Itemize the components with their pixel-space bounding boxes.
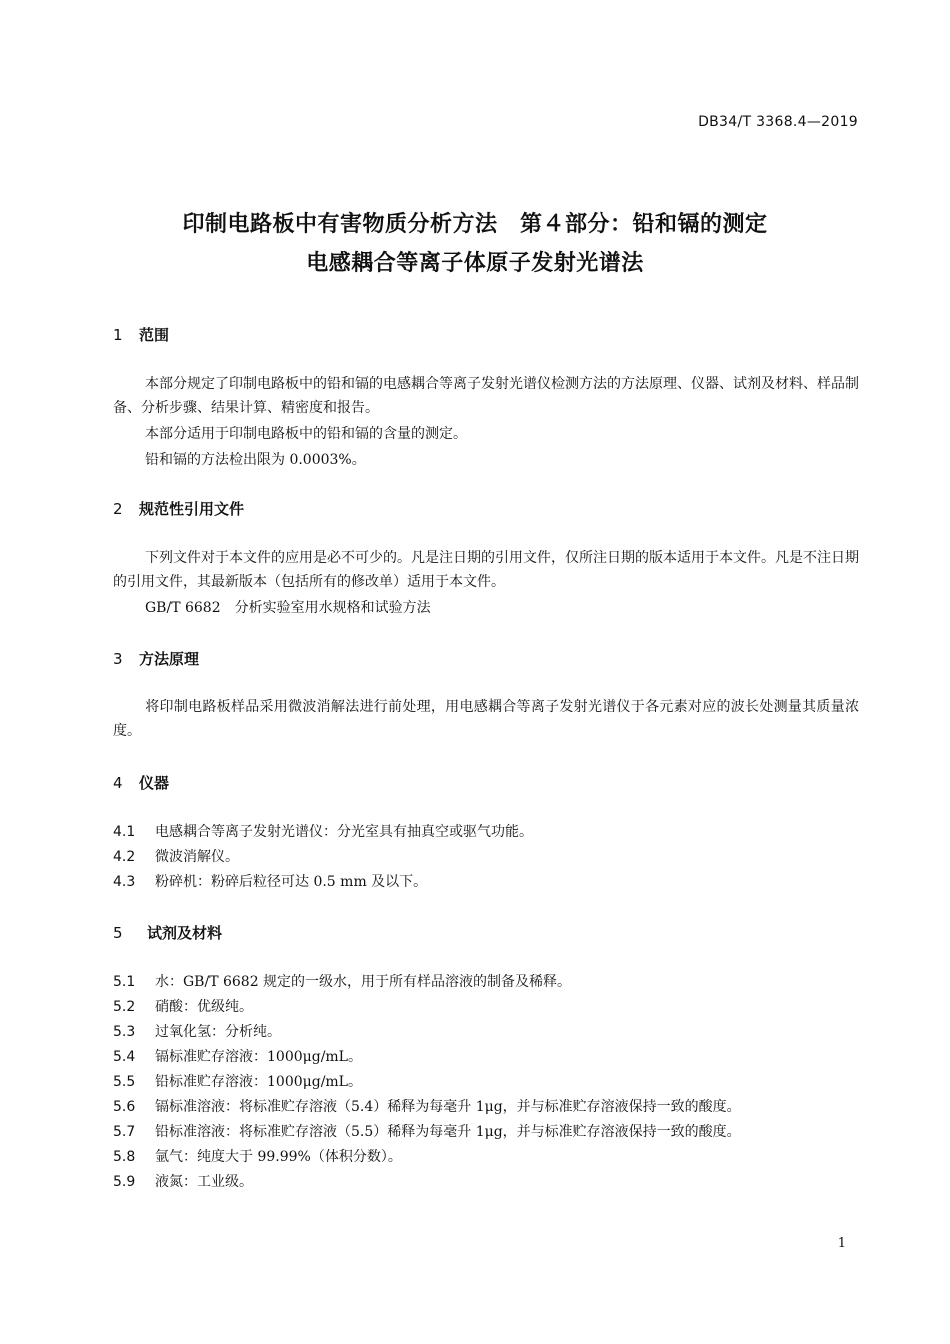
item-number: 5.3 (113, 1024, 136, 1040)
list-item (113, 995, 253, 1019)
document-title-line2: 电感耦合等离子体原子发射光谱法 (306, 251, 644, 276)
section-title: 试剂及材料 (147, 924, 223, 942)
item-number: 4.3 (113, 874, 136, 890)
item-text: 硝酸：优级纯。 (155, 999, 253, 1015)
item-text: 微波消解仪。 (155, 849, 239, 865)
item-text: 镉标准贮存溶液：1000μg/mL。 (155, 1049, 362, 1065)
list-item (113, 1120, 741, 1144)
item-text: 过氧化氢：分析纯。 (155, 1024, 281, 1040)
scope-paragraph-1 (113, 372, 859, 420)
list-item (113, 1170, 253, 1194)
section-number: 5 (113, 924, 123, 942)
paragraph-text: 将印制电路板样品采用微波消解法进行前处理，用电感耦合等离子发射光谱仪于各元素对应的波长处测量其质量浓度。 (113, 699, 859, 739)
item-text: 电感耦合等离子发射光谱仪：分光室具有抽真空或驱气功能。 (155, 824, 533, 840)
item-number: 5.8 (113, 1149, 136, 1165)
list-item (113, 1045, 362, 1069)
page-number: 1 (837, 1236, 846, 1251)
item-number: 4.1 (113, 824, 136, 840)
section-number: 4 (113, 774, 123, 792)
item-number: 4.2 (113, 849, 136, 865)
item-number: 5.5 (113, 1074, 136, 1090)
section-heading-instruments (113, 772, 169, 793)
item-number: 5.1 (113, 974, 136, 990)
item-text: 粉碎机：粉碎后粒径可达 0.5 mm 及以下。 (155, 874, 428, 890)
section-number: 1 (113, 326, 123, 344)
item-text: 铅标准贮存溶液：1000μg/mL。 (155, 1074, 362, 1090)
list-item (113, 820, 533, 844)
paragraph-text: 本部分规定了印制电路板中的铅和镉的电感耦合等离子发射光谱仪检测方法的方法原理、仪器、试剂及材料、样品制备、分析步骤、结果计算、精密度和报告。 (113, 376, 859, 416)
principle-paragraph-1 (113, 695, 859, 743)
document-code: DB34/T 3368.4—2019 (698, 114, 858, 130)
scope-paragraph-2: 本部分适用于印制电路板中的铅和镉的含量的测定。 (145, 426, 467, 442)
section-heading-scope (113, 324, 169, 345)
item-text: 铅标准溶液：将标准贮存溶液（5.5）稀释为每毫升 1μg，并与标准贮存溶液保持一致的酸度。 (155, 1124, 741, 1140)
paragraph-text: 下列文件对于本文件的应用是必不可少的。凡是注日期的引用文件，仅所注日期的版本适用于本文件。凡是不注日期的引用文件，其最新版本（包括所有的修改单）适用于本文件。 (113, 550, 859, 590)
list-item (113, 970, 571, 994)
list-item (113, 870, 427, 894)
section-number: 3 (113, 650, 123, 668)
item-number: 5.4 (113, 1049, 136, 1065)
section-heading-normative-references (113, 498, 244, 519)
list-item (113, 845, 239, 869)
item-text: 氩气：纯度大于 99.99%（体积分数）。 (155, 1149, 402, 1165)
section-title: 方法原理 (139, 650, 200, 668)
document-title-line1: 印制电路板中有害物质分析方法 第４部分：铅和镉的测定 (182, 212, 768, 237)
item-text: 液氮：工业级。 (155, 1174, 253, 1190)
list-item (113, 1095, 741, 1119)
list-item (113, 1145, 402, 1169)
item-number: 5.7 (113, 1124, 136, 1140)
list-item (113, 1070, 362, 1094)
item-number: 5.9 (113, 1174, 136, 1190)
section-title: 范围 (139, 326, 170, 344)
item-number: 5.6 (113, 1099, 136, 1115)
section-heading-reagents (113, 922, 222, 943)
section-heading-method-principle (113, 648, 199, 669)
item-text: 镉标准溶液：将标准贮存溶液（5.4）稀释为每毫升 1μg，并与标准贮存溶液保持一致的酸度。 (155, 1099, 741, 1115)
item-text: 水：GB/T 6682 规定的一级水，用于所有样品溶液的制备及稀释。 (155, 974, 572, 990)
item-number: 5.2 (113, 999, 136, 1015)
section-title: 仪器 (139, 774, 170, 792)
references-paragraph-1 (113, 546, 859, 594)
section-title: 规范性引用文件 (139, 500, 245, 518)
list-item (113, 1020, 281, 1044)
references-standard-item: GB/T 6682 分析实验室用水规格和试验方法 (145, 600, 431, 616)
scope-paragraph-3: 铅和镉的方法检出限为 0.0003%。 (145, 452, 366, 468)
section-number: 2 (113, 500, 123, 518)
